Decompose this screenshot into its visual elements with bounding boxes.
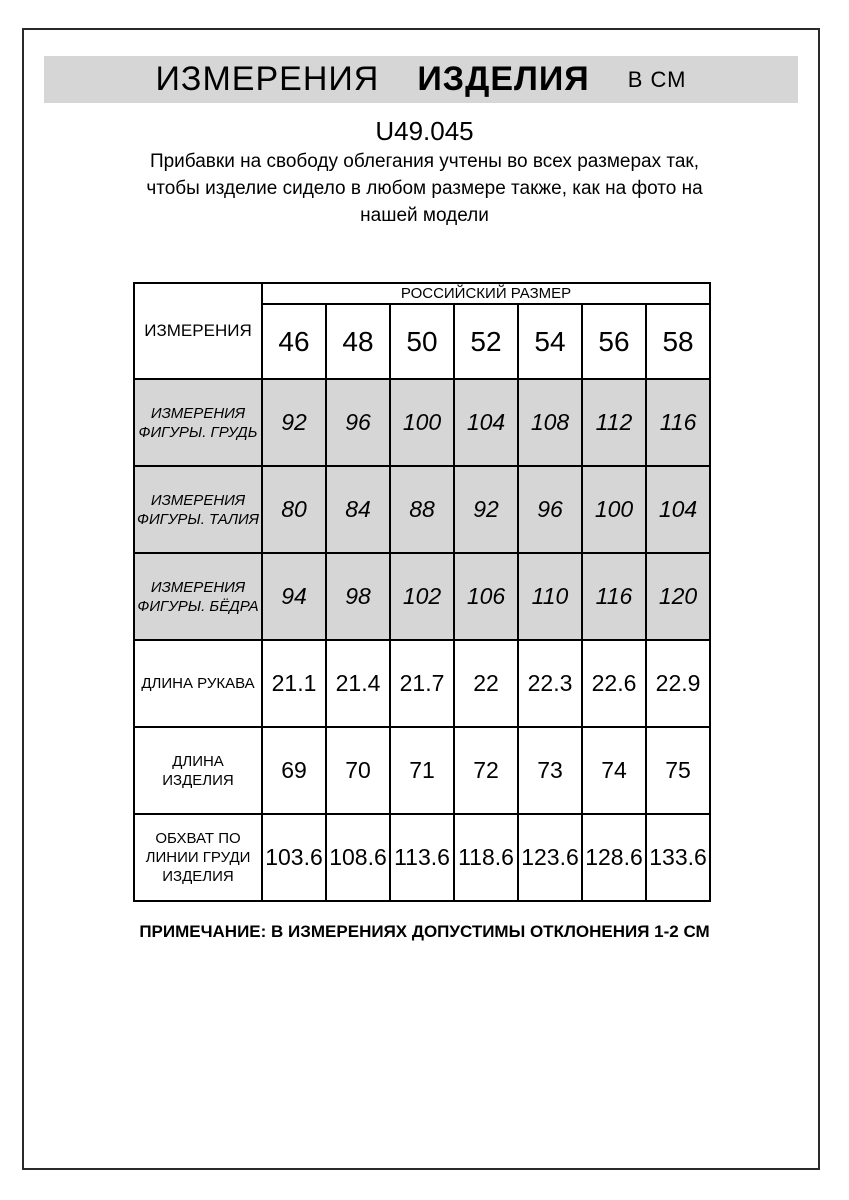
measurement-value-cell: 84	[326, 466, 390, 553]
measurement-value-cell: 100	[390, 379, 454, 466]
table-row	[134, 466, 710, 553]
measurement-value-cell: 108.6	[326, 814, 390, 901]
measurement-value-cell: 94	[262, 553, 326, 640]
measurement-value-cell: 133.6	[646, 814, 710, 901]
measurement-value-cell: 104	[454, 379, 518, 466]
measurement-value-cell: 106	[454, 553, 518, 640]
measurement-value-cell: 118.6	[454, 814, 518, 901]
measurement-value-cell: 98	[326, 553, 390, 640]
size-header-cell: 54	[518, 304, 582, 379]
measurement-value-cell: 74	[582, 727, 646, 814]
measurement-value-cell: 100	[582, 466, 646, 553]
fit-description-line: нашей модели	[360, 205, 489, 226]
measurement-value-cell: 102	[390, 553, 454, 640]
size-header-cell: 46	[262, 304, 326, 379]
measurement-value-cell: 22	[454, 640, 518, 727]
header-unit-label: В СМ	[627, 66, 687, 92]
measurement-value-cell: 92	[262, 379, 326, 466]
row-label: ИЗМЕРЕНИЯ ФИГУРЫ. БЁДРА	[134, 553, 262, 640]
row-label: ДЛИНА ИЗДЕЛИЯ	[134, 727, 262, 814]
size-header-cell: 48	[326, 304, 390, 379]
measurement-value-cell: 88	[390, 466, 454, 553]
size-header-cell: 56	[582, 304, 646, 379]
row-label: ОБХВАТ ПО ЛИНИИ ГРУДИ ИЗДЕЛИЯ	[134, 814, 262, 901]
table-row	[134, 553, 710, 640]
measurement-value-cell: 75	[646, 727, 710, 814]
measurement-value-cell: 96	[326, 379, 390, 466]
measurement-value-cell: 92	[454, 466, 518, 553]
table-corner-label: ИЗМЕРЕНИЯ	[134, 283, 262, 379]
measurement-value-cell: 96	[518, 466, 582, 553]
measurement-value-cell: 110	[518, 553, 582, 640]
size-group-row	[134, 283, 710, 304]
size-header-cell: 50	[390, 304, 454, 379]
measurement-value-cell: 108	[518, 379, 582, 466]
size-header-cell: 52	[454, 304, 518, 379]
measurement-value-cell: 113.6	[390, 814, 454, 901]
measurement-value-cell: 73	[518, 727, 582, 814]
measurement-value-cell: 123.6	[518, 814, 582, 901]
measurement-value-cell: 112	[582, 379, 646, 466]
fit-description-line: Прибавки на свободу облегания учтены во всех размерах так,	[149, 151, 700, 172]
fit-description-line: чтобы изделие сидело в любом размере также, как на фото на	[146, 178, 703, 199]
measurement-value-cell: 71	[390, 727, 454, 814]
measurement-value-cell: 128.6	[582, 814, 646, 901]
table-row	[134, 727, 710, 814]
header-title-measurements: ИЗМЕРЕНИЯ	[155, 60, 380, 98]
measurement-value-cell: 21.7	[390, 640, 454, 727]
measurement-value-cell: 70	[326, 727, 390, 814]
article-code: U49.045	[375, 116, 474, 146]
measurement-value-cell: 80	[262, 466, 326, 553]
row-label: ДЛИНА РУКАВА	[134, 640, 262, 727]
measurement-value-cell: 104	[646, 466, 710, 553]
size-group-header: РОССИЙСКИЙ РАЗМЕР	[262, 283, 710, 304]
size-header-cell: 58	[646, 304, 710, 379]
measurement-value-cell: 72	[454, 727, 518, 814]
measurement-value-cell: 22.3	[518, 640, 582, 727]
measurement-value-cell: 22.9	[646, 640, 710, 727]
measurement-value-cell: 116	[646, 379, 710, 466]
fit-description	[0, 148, 849, 229]
header-title-product: ИЗДЕЛИЯ	[417, 60, 590, 98]
row-label: ИЗМЕРЕНИЯ ФИГУРЫ. ТАЛИЯ	[134, 466, 262, 553]
page-header-bar	[44, 56, 798, 103]
measurement-value-cell: 120	[646, 553, 710, 640]
measurement-value-cell: 21.4	[326, 640, 390, 727]
measurement-value-cell: 22.6	[582, 640, 646, 727]
size-table	[133, 282, 711, 902]
tolerance-note: ПРИМЕЧАНИЕ: В ИЗМЕРЕНИЯХ ДОПУСТИМЫ ОТКЛОНЕНИЯ 1-2 СМ	[139, 922, 710, 941]
measurement-value-cell: 116	[582, 553, 646, 640]
table-row	[134, 640, 710, 727]
table-row	[134, 379, 710, 466]
row-label: ИЗМЕРЕНИЯ ФИГУРЫ. ГРУДЬ	[134, 379, 262, 466]
measurement-value-cell: 21.1	[262, 640, 326, 727]
measurement-value-cell: 103.6	[262, 814, 326, 901]
table-row	[134, 814, 710, 901]
measurement-value-cell: 69	[262, 727, 326, 814]
